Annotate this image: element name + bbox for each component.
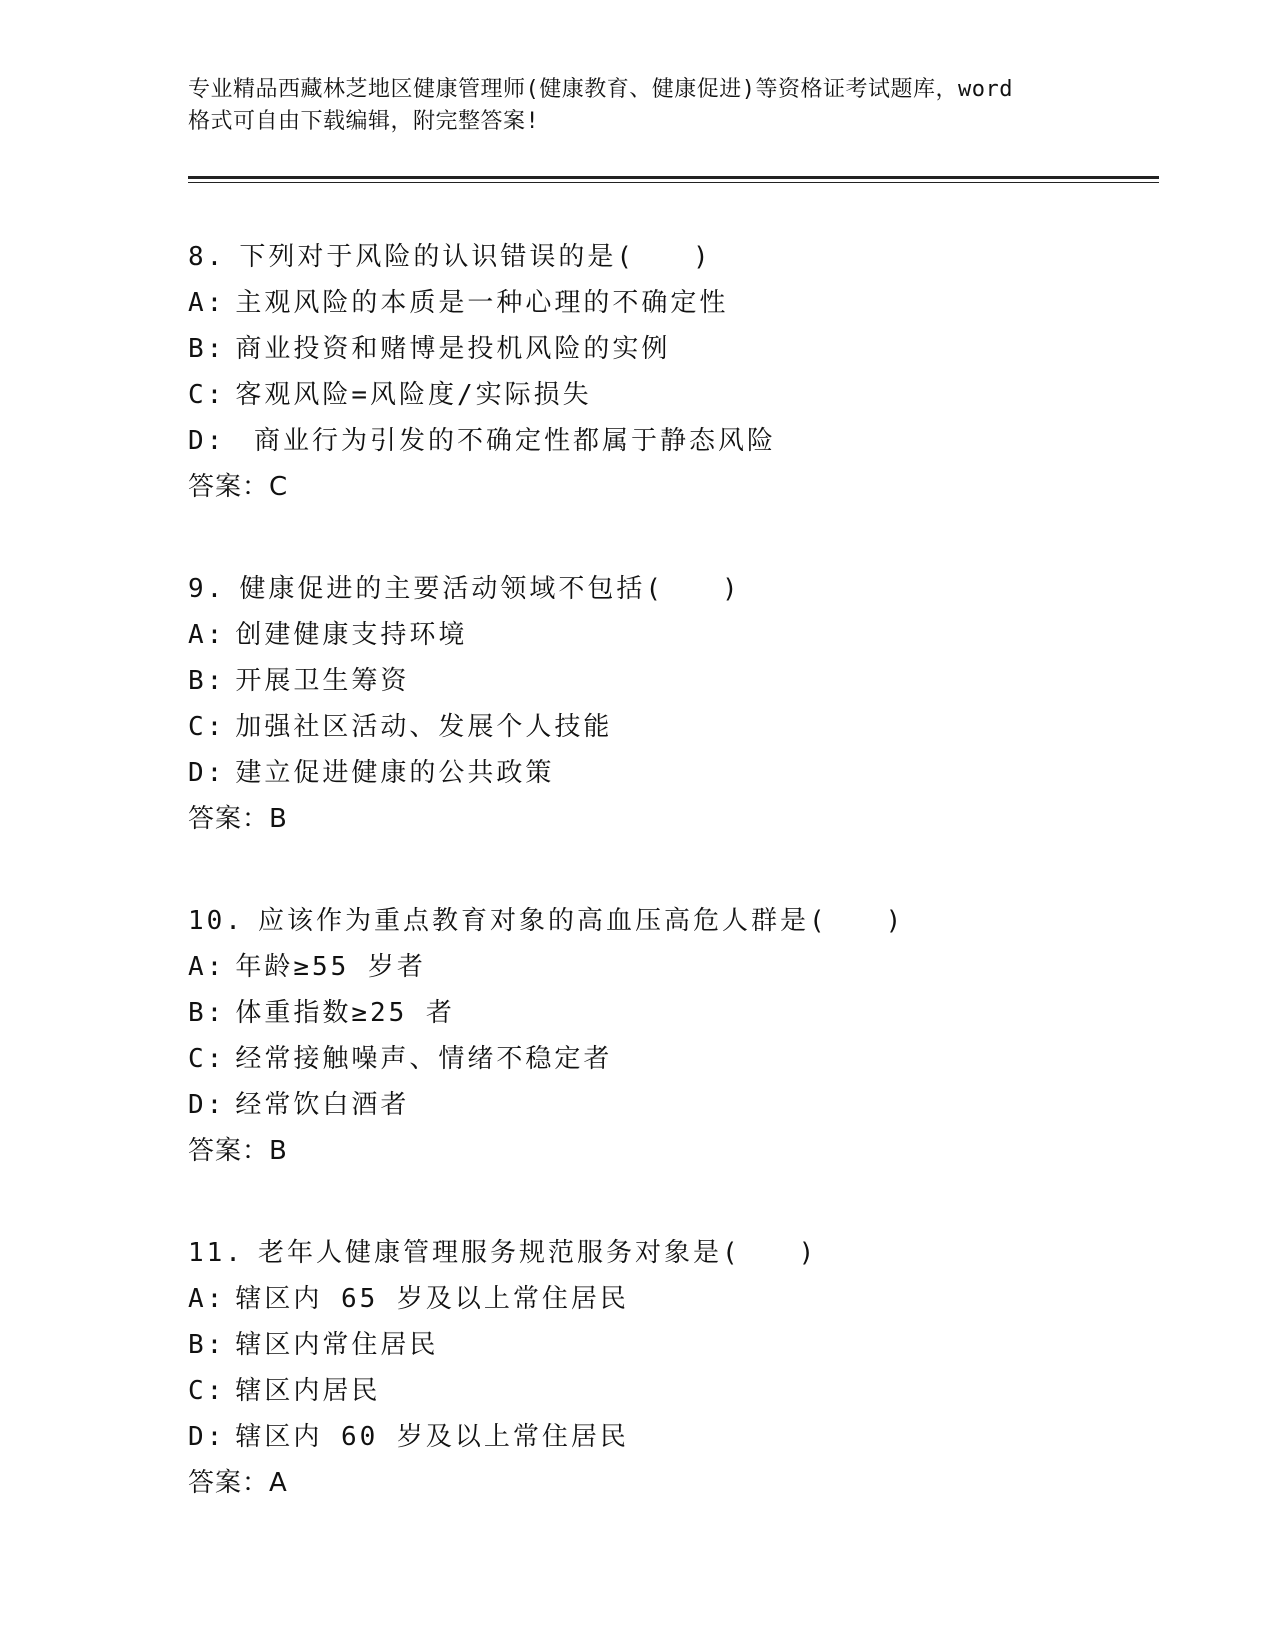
option-c xyxy=(188,704,1148,750)
option-letter: A: xyxy=(188,620,226,650)
answer xyxy=(188,1460,1148,1506)
question-text: 健康促进的主要活动领域不包括( ) xyxy=(239,574,741,604)
option-b xyxy=(188,326,1148,372)
question-9 xyxy=(188,566,1148,842)
option-letter: D: xyxy=(188,426,226,456)
option-letter: A: xyxy=(188,1284,226,1314)
option-letter: B: xyxy=(188,666,226,696)
option-a xyxy=(188,612,1148,658)
option-a xyxy=(188,1276,1148,1322)
header-divider-thick xyxy=(188,176,1159,179)
option-text: 辖区内常住居民 xyxy=(235,1330,439,1360)
answer-value: B xyxy=(269,804,288,834)
question-text: 老年人健康管理服务规范服务对象是( ) xyxy=(257,1238,818,1268)
question-number: 9. xyxy=(188,574,226,604)
header-divider-thin xyxy=(188,182,1159,183)
option-text: 辖区内 65 岁及以上常住居民 xyxy=(235,1284,629,1314)
header-line-1: 专业精品西藏林芝地区健康管理师(健康教育、健康促进)等资格证考试题库，word xyxy=(188,77,1013,102)
question-text: 下列对于风险的认识错误的是( ) xyxy=(239,242,712,272)
answer xyxy=(188,464,1148,510)
option-text: 经常饮白酒者 xyxy=(235,1090,410,1120)
option-text: 商业投资和赌博是投机风险的实例 xyxy=(235,334,671,364)
question-11 xyxy=(188,1230,1148,1506)
option-letter: D: xyxy=(188,758,226,788)
option-letter: C: xyxy=(188,1376,226,1406)
option-letter: B: xyxy=(188,1330,226,1360)
option-text: 主观风险的本质是一种心理的不确定性 xyxy=(235,288,729,318)
option-text: 建立促进健康的公共政策 xyxy=(235,758,555,788)
option-d xyxy=(188,1414,1148,1460)
answer xyxy=(188,1128,1148,1174)
question-stem xyxy=(188,566,1148,612)
option-letter: D: xyxy=(188,1422,226,1452)
option-text: 辖区内 60 岁及以上常住居民 xyxy=(235,1422,629,1452)
option-letter: D: xyxy=(188,1090,226,1120)
answer-label: 答案： xyxy=(188,1136,270,1166)
option-c xyxy=(188,372,1148,418)
answer xyxy=(188,796,1148,842)
option-text: 开展卫生筹资 xyxy=(235,666,410,696)
option-a xyxy=(188,280,1148,326)
option-letter: A: xyxy=(188,952,226,982)
option-text: 经常接触噪声、情绪不稳定者 xyxy=(235,1044,613,1074)
option-letter: B: xyxy=(188,998,226,1028)
question-8 xyxy=(188,234,1148,510)
option-b xyxy=(188,1322,1148,1368)
question-list xyxy=(188,234,1148,1562)
option-b xyxy=(188,658,1148,704)
answer-label: 答案： xyxy=(188,804,270,834)
option-d xyxy=(188,750,1148,796)
option-letter: B: xyxy=(188,334,226,364)
question-text: 应该作为重点教育对象的高血压高危人群是( ) xyxy=(257,906,905,936)
option-letter: C: xyxy=(188,1044,226,1074)
option-text: 创建健康支持环境 xyxy=(235,620,468,650)
answer-value: A xyxy=(269,1468,288,1498)
question-number: 10. xyxy=(188,906,244,936)
option-text: 客观风险=风险度/实际损失 xyxy=(235,380,592,410)
option-a xyxy=(188,944,1148,990)
option-text: 商业行为引发的不确定性都属于静态风险 xyxy=(235,426,776,456)
option-text: 体重指数≥25 者 xyxy=(235,998,455,1028)
option-c xyxy=(188,1368,1148,1414)
option-c xyxy=(188,1036,1148,1082)
question-number: 8. xyxy=(188,242,226,272)
option-d xyxy=(188,418,1148,464)
option-text: 年龄≥55 岁者 xyxy=(235,952,426,982)
question-stem xyxy=(188,1230,1148,1276)
option-letter: C: xyxy=(188,380,226,410)
question-10 xyxy=(188,898,1148,1174)
option-d xyxy=(188,1082,1148,1128)
question-number: 11. xyxy=(188,1238,244,1268)
option-text: 加强社区活动、发展个人技能 xyxy=(235,712,613,742)
question-stem xyxy=(188,898,1148,944)
answer-label: 答案： xyxy=(188,1468,270,1498)
answer-value: B xyxy=(269,1136,288,1166)
option-text: 辖区内居民 xyxy=(235,1376,381,1406)
document-header xyxy=(188,74,1088,138)
answer-value: C xyxy=(269,472,289,502)
option-letter: A: xyxy=(188,288,226,318)
answer-label: 答案： xyxy=(188,472,270,502)
question-stem xyxy=(188,234,1148,280)
option-letter: C: xyxy=(188,712,226,742)
header-line-2: 格式可自由下载编辑，附完整答案! xyxy=(188,109,540,134)
option-b xyxy=(188,990,1148,1036)
